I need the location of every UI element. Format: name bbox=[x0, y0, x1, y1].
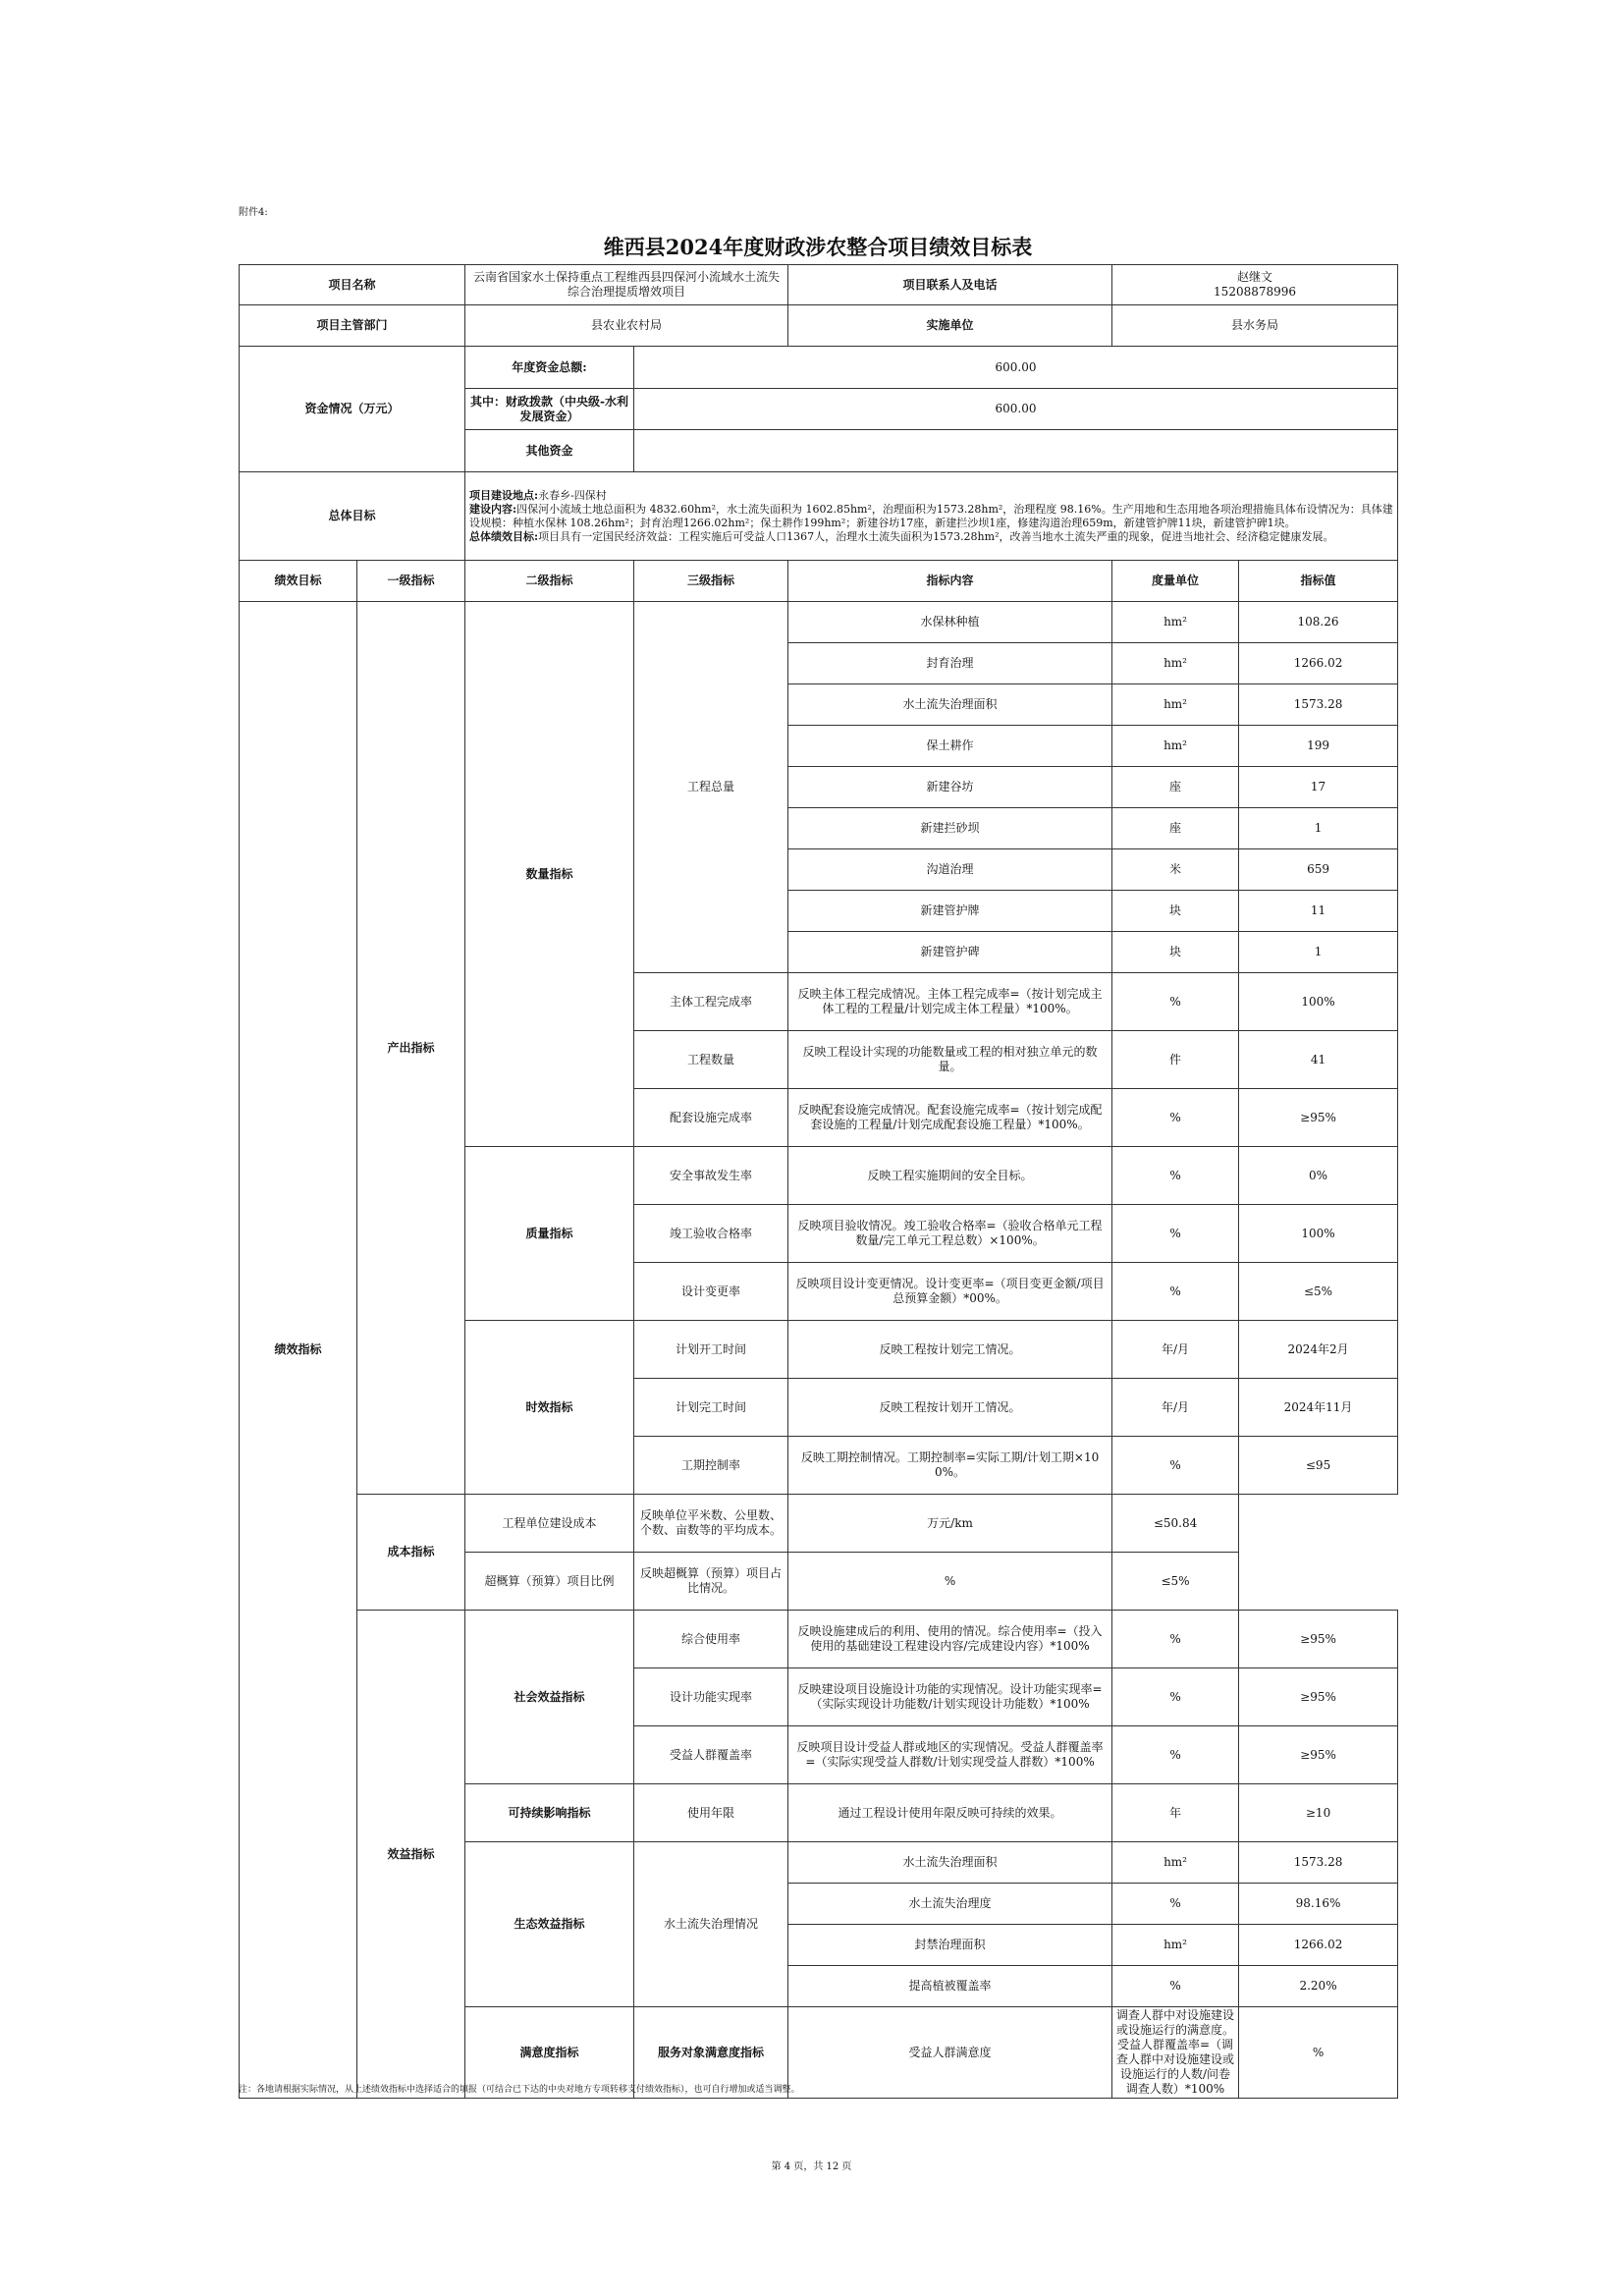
indicator-content: 封育治理 bbox=[788, 643, 1112, 684]
indicator-unit: 座 bbox=[1112, 767, 1239, 808]
indicator-unit: hm² bbox=[1112, 1842, 1239, 1884]
indicator-unit: 年/月 bbox=[1112, 1379, 1239, 1437]
indicator-unit: % bbox=[788, 1553, 1112, 1611]
indicator-content: 反映工程设计实现的功能数量或工程的相对独立单元的数量。 bbox=[788, 1031, 1112, 1089]
perf-indicator-label: 绩效指标 bbox=[240, 602, 357, 2099]
table-row bbox=[240, 347, 1398, 389]
funds-other-value bbox=[634, 430, 1398, 472]
level2-quantity: 数量指标 bbox=[465, 602, 634, 1147]
indicator-value: 41 bbox=[1239, 1031, 1398, 1089]
indicator-value: 1573.28 bbox=[1239, 1842, 1398, 1884]
indicator-unit: 米 bbox=[1112, 849, 1239, 891]
indicator-value: ≥10 bbox=[1239, 1784, 1398, 1842]
funds-label: 资金情况（万元） bbox=[240, 347, 465, 472]
indicator-value: ≥95% bbox=[1239, 1611, 1398, 1668]
indicator-unit: % bbox=[1112, 1726, 1239, 1784]
indicator-content: 水土流失治理度 bbox=[788, 1884, 1112, 1925]
dept-label: 项目主管部门 bbox=[240, 305, 465, 347]
level2-cost: 成本指标 bbox=[357, 1495, 465, 1611]
indicator-content: 反映项目设计变更情况。设计变更率=（项目变更金额/项目总预算金额）*00%。 bbox=[788, 1263, 1112, 1321]
header-level3: 三级指标 bbox=[634, 561, 788, 602]
indicator-unit: % bbox=[1112, 1089, 1239, 1147]
indicator-unit: % bbox=[1112, 1668, 1239, 1726]
indicator-content: 反映工程实施期间的安全目标。 bbox=[788, 1147, 1112, 1205]
level2-quality: 质量指标 bbox=[465, 1147, 634, 1321]
level1-output: 产出指标 bbox=[357, 602, 465, 1495]
indicator-value: 2024年2月 bbox=[1239, 1321, 1398, 1379]
indicator-content: 新建拦砂坝 bbox=[788, 808, 1112, 849]
table-row bbox=[240, 472, 1398, 561]
indicator-content: 反映单位平米数、公里数、个数、亩数等的平均成本。 bbox=[634, 1495, 788, 1553]
footnote: 注：各地请根据实际情况，从上述绩效指标中选择适合的填报（可结合已下达的中央对地方专项转移支付绩效指标），也可自行增加或适当调整。 bbox=[239, 2085, 800, 2095]
table-row bbox=[240, 1495, 1398, 1553]
overall-goal bbox=[465, 472, 1398, 561]
indicator-content: 反映工程按计划完工情况。 bbox=[788, 1321, 1112, 1379]
indicator-value: 100% bbox=[1239, 1205, 1398, 1263]
level3-item: 工程数量 bbox=[634, 1031, 788, 1089]
indicator-value: ≥95% bbox=[1239, 1089, 1398, 1147]
indicator-content: 新建管护碑 bbox=[788, 932, 1112, 973]
indicator-unit: % bbox=[1112, 973, 1239, 1031]
indicator-content: 封禁治理面积 bbox=[788, 1925, 1112, 1966]
indicator-unit: 件 bbox=[1112, 1031, 1239, 1089]
funds-fiscal-value: 600.00 bbox=[634, 389, 1398, 430]
indicator-content: 反映工期控制情况。工期控制率=实际工期/计划工期×100%。 bbox=[788, 1437, 1112, 1495]
indicator-value: 1266.02 bbox=[1239, 643, 1398, 684]
level2-service: 服务对象满意度指标 bbox=[634, 2007, 788, 2099]
page-title: 维西县2024年度财政涉农整合项目绩效目标表 bbox=[603, 235, 1033, 259]
indicator-content: 反映建设项目设施设计功能的实现情况。设计功能实现率=（实际实现设计功能数/计划实现设计功能数）*100% bbox=[788, 1668, 1112, 1726]
indicator-content: 反映工程按计划开工情况。 bbox=[788, 1379, 1112, 1437]
indicator-content: 水保林种植 bbox=[788, 602, 1112, 643]
indicator-value: ≤95 bbox=[1239, 1437, 1398, 1495]
overall-label: 总体目标 bbox=[240, 472, 465, 561]
level3-item: 超概算（预算）项目比例 bbox=[465, 1553, 634, 1611]
performance-table bbox=[239, 264, 1398, 2099]
level2-sustain: 可持续影响指标 bbox=[465, 1784, 634, 1842]
indicator-value: 17 bbox=[1239, 767, 1398, 808]
indicator-content: 反映配套设施完成情况。配套设施完成率=（按计划完成配套设施的工程量/计划完成配套设施工程量）*100%。 bbox=[788, 1089, 1112, 1147]
table-row bbox=[240, 265, 1398, 305]
page-number: 第 4 页，共 12 页 bbox=[771, 2161, 852, 2172]
level2-social: 社会效益指标 bbox=[465, 1611, 634, 1784]
indicator-value: 11 bbox=[1239, 891, 1398, 932]
attachment-label: 附件4: bbox=[239, 207, 268, 218]
indicator-value: 100% bbox=[1239, 973, 1398, 1031]
table-row bbox=[240, 1611, 1398, 1668]
dept-value: 县农业农村局 bbox=[465, 305, 788, 347]
indicator-value: 98.16% bbox=[1239, 1884, 1398, 1925]
indicator-content: 新建谷坊 bbox=[788, 767, 1112, 808]
indicator-value: ≤5% bbox=[1112, 1553, 1239, 1611]
level3-item: 使用年限 bbox=[634, 1784, 788, 1842]
indicator-unit: % bbox=[1112, 1884, 1239, 1925]
header-level2: 二级指标 bbox=[465, 561, 634, 602]
indicator-value: 659 bbox=[1239, 849, 1398, 891]
project-name-value: 云南省国家水土保持重点工程维西县四保河小流域水土流失综合治理提质增效项目 bbox=[465, 265, 788, 305]
level2-eco: 生态效益指标 bbox=[465, 1842, 634, 2007]
level3-item: 设计变更率 bbox=[634, 1263, 788, 1321]
funds-fiscal-label: 其中：财政拨款（中央级-水利发展资金） bbox=[465, 389, 634, 430]
level3-item: 受益人群覆盖率 bbox=[634, 1726, 788, 1784]
indicator-value: ≤50.84 bbox=[1112, 1495, 1239, 1553]
indicator-unit: % bbox=[1112, 1205, 1239, 1263]
indicator-content: 反映设施建成后的利用、使用的情况。综合使用率=（投入使用的基础建设工程建设内容/完成建设内容）*100% bbox=[788, 1611, 1112, 1668]
indicator-unit: 座 bbox=[1112, 808, 1239, 849]
level3-item: 受益人群满意度 bbox=[788, 2007, 1112, 2099]
indicator-unit: 块 bbox=[1112, 891, 1239, 932]
level3-item: 安全事故发生率 bbox=[634, 1147, 788, 1205]
indicator-value: 199 bbox=[1239, 726, 1398, 767]
level3-item: 竣工验收合格率 bbox=[634, 1205, 788, 1263]
indicator-content: 新建管护牌 bbox=[788, 891, 1112, 932]
contact-value bbox=[1112, 265, 1398, 305]
table-header-row bbox=[240, 561, 1398, 602]
level3-total: 工程总量 bbox=[634, 602, 788, 973]
indicator-content: 反映项目设计受益人群或地区的实现情况。受益人群覆盖率=（实际实现受益人群数/计划实现受益人群数）*100% bbox=[788, 1726, 1112, 1784]
impl-value: 县水务局 bbox=[1112, 305, 1398, 347]
indicator-content: 保土耕作 bbox=[788, 726, 1112, 767]
header-perf-goal: 绩效目标 bbox=[240, 561, 357, 602]
project-name-label: 项目名称 bbox=[240, 265, 465, 305]
overall-content: 建设内容:四保河小流域土地总面积为 4832.60hm²，水土流失面积为 1602.85hm²，治理面积为1573.28hm²，治理程度 98.16%。生产用地和生态用地各项治理措施具体布设情况为：具体建设规模：种植水保林 108.26hm²；封育治理1266.02hm²；保土耕作199hm²；新建谷坊17座，新建拦沙坝1座，修建沟道治理659m，新建管护牌11块，新建管护碑1块。 bbox=[469, 502, 1393, 529]
indicator-value: ≥95% bbox=[1239, 1726, 1398, 1784]
funds-total-label: 年度资金总额: bbox=[465, 347, 634, 389]
indicator-unit: 年/月 bbox=[1112, 1321, 1239, 1379]
level3-item: 工程单位建设成本 bbox=[465, 1495, 634, 1553]
indicator-unit: % bbox=[1112, 1263, 1239, 1321]
indicator-content: 通过工程设计使用年限反映可持续的效果。 bbox=[788, 1784, 1112, 1842]
indicator-content: 水土流失治理面积 bbox=[788, 684, 1112, 726]
contact-name: 赵继文 bbox=[1237, 270, 1273, 284]
indicator-content: 调查人群中对设施建设或设施运行的满意度。受益人群覆盖率=（调查人群中对设施建设或设施运行的人数/问卷调查人数）*100% bbox=[1112, 2007, 1239, 2099]
indicator-unit: hm² bbox=[1112, 643, 1239, 684]
indicator-value: 108.26 bbox=[1239, 602, 1398, 643]
indicator-unit: % bbox=[1239, 2007, 1398, 2099]
level3-item: 主体工程完成率 bbox=[634, 973, 788, 1031]
header-level1: 一级指标 bbox=[357, 561, 465, 602]
header-value: 指标值 bbox=[1239, 561, 1398, 602]
level1-benefit: 效益指标 bbox=[357, 1611, 465, 2099]
indicator-value: ≥95% bbox=[1239, 1668, 1398, 1726]
indicator-content: 反映主体工程完成情况。主体工程完成率=（按计划完成主体工程的工程量/计划完成主体工程量）*100%。 bbox=[788, 973, 1112, 1031]
indicator-unit: 块 bbox=[1112, 932, 1239, 973]
indicator-content: 提高植被覆盖率 bbox=[788, 1966, 1112, 2007]
indicator-content: 水土流失治理面积 bbox=[788, 1842, 1112, 1884]
indicator-value: 1 bbox=[1239, 808, 1398, 849]
level1-satisfaction: 满意度指标 bbox=[465, 2007, 634, 2099]
indicator-value: 2.20% bbox=[1239, 1966, 1398, 2007]
level3-item: 工期控制率 bbox=[634, 1437, 788, 1495]
indicator-value: 1266.02 bbox=[1239, 1925, 1398, 1966]
level3-item: 设计功能实现率 bbox=[634, 1668, 788, 1726]
indicator-unit: % bbox=[1112, 1966, 1239, 2007]
indicator-unit: hm² bbox=[1112, 602, 1239, 643]
overall-location: 项目建设地点:永春乡-四保村 bbox=[469, 488, 607, 502]
table-row bbox=[240, 602, 1398, 643]
indicator-value: 1573.28 bbox=[1239, 684, 1398, 726]
indicator-unit: hm² bbox=[1112, 684, 1239, 726]
level3-eco: 水土流失治理情况 bbox=[634, 1842, 788, 2007]
contact-phone: 15208878996 bbox=[1214, 285, 1297, 299]
indicator-unit: % bbox=[1112, 1437, 1239, 1495]
indicator-content: 反映超概算（预算）项目占比情况。 bbox=[634, 1553, 788, 1611]
level3-item: 综合使用率 bbox=[634, 1611, 788, 1668]
level2-timeliness: 时效指标 bbox=[465, 1321, 634, 1495]
indicator-unit: 年 bbox=[1112, 1784, 1239, 1842]
funds-total-value: 600.00 bbox=[634, 347, 1398, 389]
header-content: 指标内容 bbox=[788, 561, 1112, 602]
indicator-value: ≤5% bbox=[1239, 1263, 1398, 1321]
indicator-unit: % bbox=[1112, 1147, 1239, 1205]
level3-item: 配套设施完成率 bbox=[634, 1089, 788, 1147]
overall-perf: 总体绩效目标:项目具有一定国民经济效益：工程实施后可受益人口1367人，治理水土流失面积为1573.28hm²，改善当地水土流失严重的现象，促进当地社会、经济稳定健康发展。 bbox=[469, 529, 1334, 543]
indicator-unit: hm² bbox=[1112, 726, 1239, 767]
impl-label: 实施单位 bbox=[788, 305, 1112, 347]
table-row bbox=[240, 305, 1398, 347]
indicator-value: 0% bbox=[1239, 1147, 1398, 1205]
indicator-value: 2024年11月 bbox=[1239, 1379, 1398, 1437]
funds-other-label: 其他资金 bbox=[465, 430, 634, 472]
indicator-content: 沟道治理 bbox=[788, 849, 1112, 891]
indicator-unit: % bbox=[1112, 1611, 1239, 1668]
contact-label: 项目联系人及电话 bbox=[788, 265, 1112, 305]
level3-item: 计划开工时间 bbox=[634, 1321, 788, 1379]
header-unit: 度量单位 bbox=[1112, 561, 1239, 602]
indicator-content: 反映项目验收情况。竣工验收合格率=（验收合格单元工程数量/完工单元工程总数）×100%。 bbox=[788, 1205, 1112, 1263]
level3-item: 计划完工时间 bbox=[634, 1379, 788, 1437]
indicator-unit: 万元/km bbox=[788, 1495, 1112, 1553]
indicator-unit: hm² bbox=[1112, 1925, 1239, 1966]
indicator-value: 1 bbox=[1239, 932, 1398, 973]
